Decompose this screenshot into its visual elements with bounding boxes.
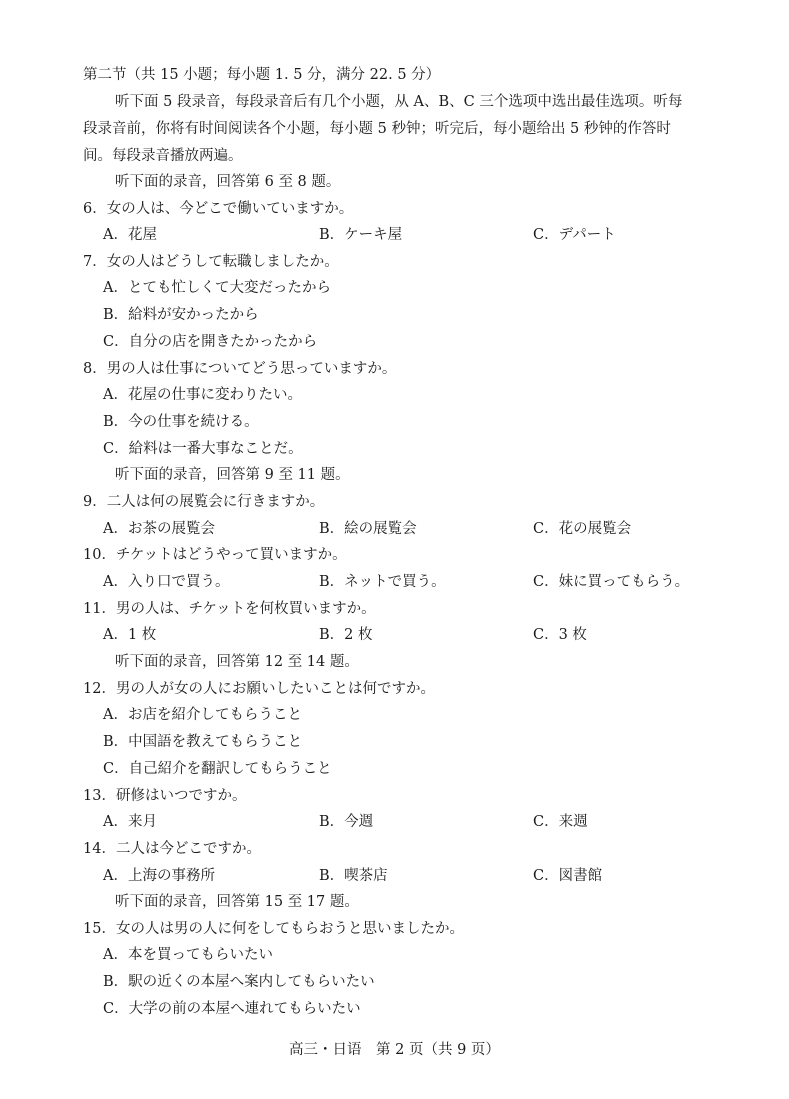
option-a: A．とても忙しくて大変だったから bbox=[103, 280, 331, 296]
question-stem: 15．女の人は男の人に何をしてもらおうと思いましたか。 bbox=[83, 921, 464, 937]
option-c: C．自己紹介を翻訳してもらうこと bbox=[103, 761, 332, 777]
question-stem: 9．二人は何の展覧会に行きますか。 bbox=[83, 494, 325, 510]
option-c: C．自分の店を開きたかったから bbox=[103, 334, 318, 350]
option-c: C．3 枚 bbox=[533, 627, 587, 643]
group-instruction: 听下面的录音，回答第 12 至 14 题。 bbox=[115, 654, 359, 670]
option-a: A．本を買ってもらいたい bbox=[103, 947, 273, 963]
option-c: C．花の展覧会 bbox=[533, 521, 632, 537]
question-stem: 13．研修はいつですか。 bbox=[83, 788, 247, 804]
option-a: A．お店を紹介してもらうこと bbox=[103, 707, 302, 723]
option-c: C．図書館 bbox=[533, 868, 603, 884]
option-b: B．今週 bbox=[319, 814, 374, 830]
question-stem: 7．女の人はどうして転職しましたか。 bbox=[83, 254, 339, 270]
option-c: C．妹に買ってもらう。 bbox=[533, 574, 690, 590]
option-c: C．給料は一番大事なことだ。 bbox=[103, 441, 303, 457]
option-b: B．駅の近くの本屋へ案内してもらいたい bbox=[103, 974, 375, 990]
option-a: A．上海の事務所 bbox=[103, 868, 215, 884]
option-b: B．ケーキ屋 bbox=[319, 227, 403, 243]
question-stem: 11．男の人は、チケットを何枚買いますか。 bbox=[83, 601, 376, 617]
option-a: A．花屋 bbox=[103, 227, 157, 243]
option-a: A．花屋の仕事に変わりたい。 bbox=[103, 387, 302, 403]
option-c: C．デパート bbox=[533, 227, 616, 243]
instruction-line: 段录音前，你将有时间阅读各个小题，每小题 5 秒钟；听完后，每小题给出 5 秒钟的作答时 bbox=[83, 121, 671, 137]
question-stem: 6．女の人は、今どこで働いていますか。 bbox=[83, 201, 354, 217]
question-stem: 14．二人は今どこですか。 bbox=[83, 841, 261, 857]
instruction-line: 听下面 5 段录音，每段录音后有几个小题，从 A、B、C 三个选项中选出最佳选项。听每 bbox=[115, 94, 683, 110]
option-c: C．大学の前の本屋へ連れてもらいたい bbox=[103, 1001, 361, 1017]
group-instruction: 听下面的录音，回答第 15 至 17 题。 bbox=[115, 894, 359, 910]
option-a: A．お茶の展覧会 bbox=[103, 521, 215, 537]
option-a: A．1 枚 bbox=[103, 627, 157, 643]
option-a: A．入り口で買う。 bbox=[103, 574, 230, 590]
option-b: B．喫茶店 bbox=[319, 868, 388, 884]
group-instruction: 听下面的录音，回答第 6 至 8 题。 bbox=[115, 174, 341, 190]
page-footer: 高三・日语 第 2 页（共 9 页） bbox=[289, 1042, 500, 1058]
question-stem: 12．男の人が女の人にお願いしたいことは何ですか。 bbox=[83, 681, 435, 697]
section-header: 第二节（共 15 小题；每小题 1. 5 分，满分 22. 5 分） bbox=[83, 67, 441, 83]
question-stem: 10．チケットはどうやって買いますか。 bbox=[83, 547, 347, 563]
option-b: B．給料が安かったから bbox=[103, 307, 259, 323]
group-instruction: 听下面的录音，回答第 9 至 11 题。 bbox=[115, 467, 350, 483]
option-a: A．来月 bbox=[103, 814, 157, 830]
option-b: B．2 枚 bbox=[319, 627, 373, 643]
option-b: B．絵の展覧会 bbox=[319, 521, 417, 537]
instruction-line: 间。每段录音播放两遍。 bbox=[83, 148, 243, 164]
question-stem: 8．男の人は仕事についてどう思っていますか。 bbox=[83, 361, 397, 377]
option-b: B．今の仕事を続ける。 bbox=[103, 414, 259, 430]
option-b: B．ネットで買う。 bbox=[319, 574, 446, 590]
option-b: B．中国語を教えてもらうこと bbox=[103, 734, 303, 750]
option-c: C．来週 bbox=[533, 814, 588, 830]
